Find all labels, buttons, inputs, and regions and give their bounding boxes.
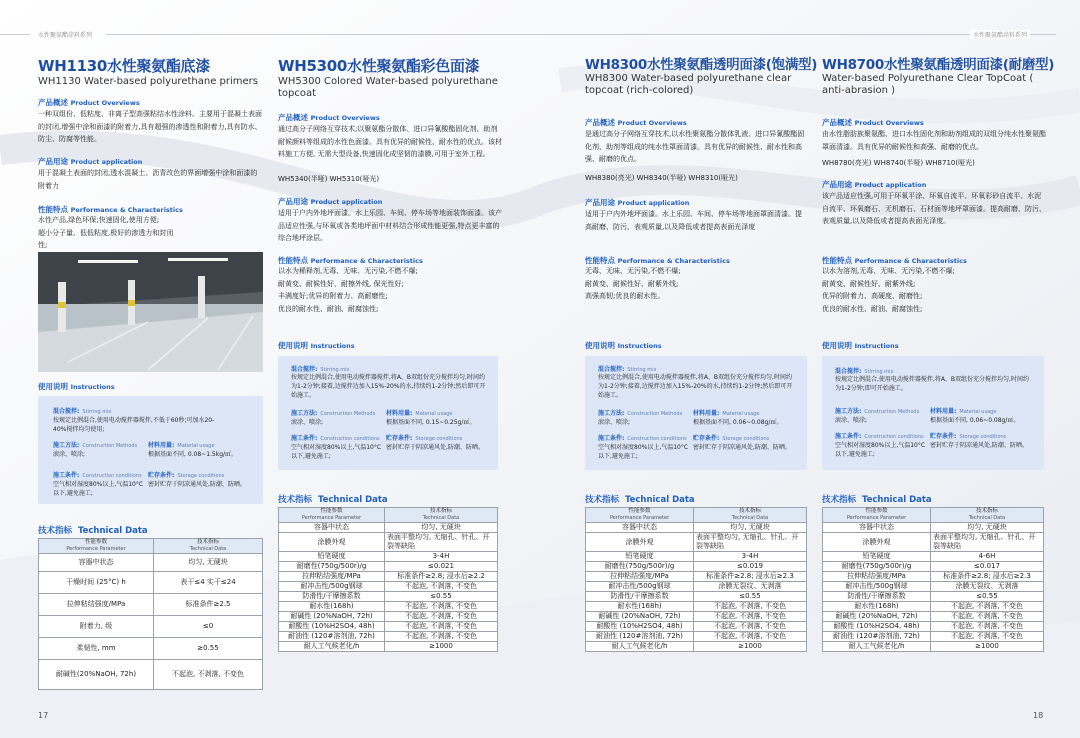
table-row: 铅笔硬度 4-6H [823, 552, 1044, 562]
table-row: 耐磨性(750g/500r)/g ≤0.019 [586, 562, 807, 572]
performance-list: 水性产品,绿色环保;快速固化,使用方便; 超小分子量、低低粘度,极好的渗透力和封闭性; [38, 216, 174, 249]
section-overview: 产品概述 Product Overviews [585, 118, 687, 127]
application-text: 用于混凝土表面的封闭,透水混凝土、沥青改色的界面增强中涂和面漆的附着力 [38, 169, 258, 190]
instructions-panel: 混合搅拌: Stirring mix 按规定比例混合,使用电动搅拌器搅拌,将A、B双组份充分搅拌均匀,时间约为1-2分钟;即可开始施工。 施工方法: Construction Methods 滚涂、喷涂; 材料用量: Material usage 根据基面不同, 0.06~0.08g/㎡。 施工条件: Construction conditions 空气相对湿度80%以上,气温10°C以下,避免施工; 贮存条件: Storage conditions 密封贮存于阴凉通风处,防潮、防晒。 [822, 356, 1044, 470]
section-application: 产品用途 Product application [278, 197, 383, 206]
table-row: 耐水性(168h) 不起泡, 不剥落, 不变色 [586, 602, 807, 612]
technical-table: 性能参数 Performance Parameter 技术指标 Technical Data 容器中状态 均匀, 无硬块 涂膜外观 表面平整均匀, 无缩孔、针孔、开裂等缺陷 铅笔硬度 3-4H 耐磨性(750g/500r)/g ≤0.021 拉伸粘结强度/MPa 标准条件≥2.8; 浸水后≥2.2 耐冲击性/500g钢球 不起泡, 不剥落, 不变色 防滑性/干摩擦系数 ≤0.55 耐水性(168h) 不起泡, 不剥落, 不变色 耐碱性 (20%NaOH, 72h) 不起泡, 不剥落, 不变色 耐酸性 (10%H2SO4, 48h) 不起泡, 不剥落, 不变色 耐油性 (120#溶剂油, 72h) 不起泡, 不剥落, 不变色 耐人工气候老化/h ≥1000 [278, 507, 498, 652]
models-text: WH8380(亮光) WH8340(半哑) WH8310(哑光) [585, 174, 738, 182]
table-row: 耐酸性 (10%H2SO4, 48h) 不起泡, 不剥落, 不变色 [586, 622, 807, 632]
table-row: 容器中状态 均匀, 无硬块 [586, 523, 807, 533]
table-row: 干燥时间 (25°C) h 表干≤4 实干≤24 [39, 572, 263, 594]
table-row: 耐酸性 (10%H2SO4, 48h) 不起泡, 不剥落, 不变色 [823, 622, 1044, 632]
product-2 [278, 55, 508, 100]
performance-list: 以水为溶剂,无毒、无味、无污染,不燃不爆; 耐黄变、耐候性好、耐紫外线; 优异的附着力、高硬度、耐磨性; 优良的耐水性、耐油、耐腐蚀性; [822, 267, 955, 313]
conditions-text: 空气相对湿度80%以上,气温10°C以下,避免施工; [835, 442, 926, 458]
conditions-text: 空气相对湿度80%以上,气温10°C以下,避免施工; [291, 444, 382, 460]
overview-text: 由水性脂肪族聚氨酯、进口水性固化剂和助剂组成的双组分纯水性聚氨酯罩面清漆。具有优异的耐候性和高强、耐磨的优点。 [822, 130, 1046, 151]
conditions-text: 空气相对湿度80%以上,气温10°C以下,避免施工; [598, 444, 689, 460]
table-row: 柔韧性, mm ≥0.55 [39, 638, 263, 660]
overview-text: 一种双组份、低粘度、非离子型高强粘结水性涂料。主要用于混凝土表面的封闭,增强中涂和面漆的附着力,具有超强的渗透性和附着力,具有防水、防尘、防腐等性能。 [38, 110, 262, 143]
table-row: 拉伸粘结强度/MPa 标准条件≥2.8; 浸水后≥2.3 [586, 572, 807, 582]
table-row: 耐碱性(20%NaOH, 72h) 不起泡, 不剥落, 不变色 [39, 660, 263, 690]
technical-table: 性能参数 Performance Parameter 技术指标 Technical Data 容器中状态 均匀, 无硬块 涂膜外观 表面平整均匀, 无缩孔、针孔、开裂等缺陷 铅笔硬度 4-6H 耐磨性(750g/500r)/g ≤0.017 拉伸粘结强度/MPa 标准条件≥2.8; 浸水后≥2.3 耐冲击性/500g钢球 涂膜无裂纹、无剥落 防滑性/干摩擦系数 ≤0.55 耐水性(168h) 不起泡, 不剥落, 不变色 耐碱性 (20%NaOH, 72h) 不起泡, 不剥落, 不变色 耐酸性 (10%H2SO4, 48h) 不起泡, 不剥落, 不变色 耐油性 (120#溶剂油, 72h) 不起泡, 不剥落, 不变色 耐人工气候老化/h ≥1000 [822, 507, 1044, 652]
table-row: 防滑性/干摩擦系数 ≤0.55 [823, 592, 1044, 602]
storage-text: 密封贮存于阴凉通风处,防潮、防晒。 [386, 444, 484, 451]
conditions-label: 施工条件: Construction conditions [53, 472, 142, 479]
method-text: 滚涂、喷涂; [291, 419, 324, 426]
table-row: 耐冲击性/500g钢球 不起泡, 不剥落, 不变色 [279, 582, 498, 592]
table-row: 涂膜外观 表面平整均匀, 无缩孔、针孔、开裂等缺陷 [823, 533, 1044, 552]
section-overview: 产品概述 Product Overviews [278, 113, 380, 122]
page-number-left: 17 [38, 711, 49, 720]
header-rule-left [0, 34, 30, 35]
mixing-text: 按规定比例混合,使用电动搅拌器搅拌,将A、B双组份充分搅拌均匀,时间约为1-2分钟;接着,边搅拌边加入15%-20%的水,持续约1-2分钟;然后即可开始施工。 [291, 374, 486, 399]
section-instructions: 使用说明 Instructions [585, 341, 662, 350]
table-row: 耐磨性(750g/500r)/g ≤0.017 [823, 562, 1044, 572]
consumption-label: 材料用量: Material usage [148, 442, 215, 449]
table-row: 耐冲击性/500g钢球 涂膜无裂纹、无剥落 [823, 582, 1044, 592]
section-instructions: 使用说明 Instructions [278, 341, 355, 350]
table-row: 耐人工气候老化/h ≥1000 [823, 642, 1044, 652]
section-overview: 产品概述 Product Overviews [38, 98, 140, 107]
product-subtitle: Water-based Polyurethane Clear TopCoat ( anti-abrasion ) [822, 73, 1034, 96]
table-row: 耐碱性 (20%NaOH, 72h) 不起泡, 不剥落, 不变色 [823, 612, 1044, 622]
section-technical: 技术指标 Technical Data [278, 495, 388, 505]
table-row: 容器中状态 均匀, 无硬块 [39, 554, 263, 572]
performance-list: 无毒、无味、无污染,不燃不爆; 耐黄变、耐候性好、耐紫外线; 高强高韧;优良的耐水性。 [585, 267, 681, 300]
models-text: WH5340(半哑) WH5310(哑光) [278, 175, 380, 183]
technical-table: 性能参数 Performance Parameter 技术指标 Technical Data 容器中状态 均匀, 无硬块 涂膜外观 表面平整均匀, 无缩孔、针孔、开裂等缺陷 铅笔硬度 3-4H 耐磨性(750g/500r)/g ≤0.019 拉伸粘结强度/MPa 标准条件≥2.8; 浸水后≥2.3 耐冲击性/500g钢球 涂膜无裂纹、无剥落 防滑性/干摩擦系数 ≤0.55 耐水性(168h) 不起泡, 不剥落, 不变色 耐碱性 (20%NaOH, 72h) 不起泡, 不剥落, 不变色 耐酸性 (10%H2SO4, 48h) 不起泡, 不剥落, 不变色 耐油性 (120#溶剂油, 72h) 不起泡, 不剥落, 不变色 耐人工气候老化/h ≥1000 [585, 507, 807, 652]
section-application: 产品用途 Product application [822, 180, 927, 189]
table-row: 耐水性(168h) 不起泡, 不剥落, 不变色 [279, 602, 498, 612]
table-row: 耐油性 (120#溶剂油, 72h) 不起泡, 不剥落, 不变色 [823, 632, 1044, 642]
storage-text: 密封贮存于阴凉通风处,防潮、防晒。 [148, 481, 246, 488]
overview-text: 通过高分子网络互穿技术;以聚氨酯分散体、进口异氰酸酯固化剂、助剂耐候颜料等组成的水性色面漆。具有优异的耐候性、耐水性的优点。该材料施工方便, 无需大型设备,快速固化成坚韧的漆膜,可用于室外工程。 [278, 125, 502, 158]
table-row: 耐碱性 (20%NaOH, 72h) 不起泡, 不剥落, 不变色 [586, 612, 807, 622]
section-overview: 产品概述 Product Overviews [822, 118, 924, 127]
section-instructions: 使用说明 Instructions [822, 341, 899, 350]
instructions-panel: 混合搅拌: Stirring mix 按规定比例混合,使用电动搅拌器搅拌,将A、B双组份充分搅拌均匀,时间约为1-2分钟;接着,边搅拌边加入15%-20%的水,持续约1-2分钟;然后即可开始施工。 施工方法: Construction Methods 滚涂、喷涂; 材料用量: Material usage 根据基面不同, 0.15~0.25g/㎡。 施工条件: Construction conditions 空气相对湿度80%以上,气温10°C以下,避免施工; 贮存条件: Storage conditions 密封贮存于阴凉通风处,防潮、防晒。 [278, 356, 498, 470]
method-text: 滚涂、喷涂; [53, 451, 86, 458]
table-row: 耐人工气候老化/h ≥1000 [279, 642, 498, 652]
product-3 [585, 53, 817, 97]
table-row: 耐冲击性/500g钢球 涂膜无裂纹、无剥落 [586, 582, 807, 592]
table-row: 耐人工气候老化/h ≥1000 [586, 642, 807, 652]
table-row: 附着力, 级 ≤0 [39, 616, 263, 638]
parking-garage-photo [38, 252, 263, 372]
section-performance: 性能特点 Performance & Characteristics [38, 205, 183, 214]
table-row: 拉伸粘结强度/MPa 标准条件≥2.8; 浸水后≥2.3 [823, 572, 1044, 582]
product-subtitle: WH1130 Water-based polyurethane primers [38, 76, 258, 87]
mixing-text: 按规定比例混合,使用电动搅拌器搅拌,不低于60秒;可加水20-40%搅拌均匀使用; [53, 417, 215, 433]
consumption-text: 根据基面不同, 0.06~0.08g/㎡。 [930, 417, 1020, 424]
table-row: 铅笔硬度 3-4H [586, 552, 807, 562]
product-4 [822, 53, 1057, 97]
application-text: 该产品适应性强,可用于环氧平涂、环氧自流平、环氧彩砂自流平、水泥自流平、环氧磨石、无机磨石、石材面等地坪罩面漆。提高耐磨、防污、表观质量,以及降低或者提高表面光泽度。 [822, 192, 1046, 225]
header-rule [106, 34, 1056, 35]
table-row: 防滑性/干摩擦系数 ≤0.55 [586, 592, 807, 602]
header-right: 水性聚氨酯涂料系列 [970, 30, 1030, 39]
table-row: 涂膜外观 表面平整均匀, 无缩孔、针孔、开裂等缺陷 [279, 533, 498, 552]
section-technical: 技术指标 Technical Data [585, 495, 695, 505]
table-row: 拉伸粘结强度/MPa 标准条件≥2.5 [39, 594, 263, 616]
section-performance: 性能特点 Performance & Characteristics [585, 256, 730, 265]
application-text: 适用于户内外地坪面漆。水上乐园、车间、停车场等地面罩面清漆。提高耐磨、防污、表观质量,以及降低或者提高表面光泽度 [585, 210, 802, 231]
method-text: 滚涂、喷涂; [835, 417, 868, 424]
table-row: 涂膜外观 表面平整均匀, 无缩孔、针孔、开裂等缺陷 [586, 533, 807, 552]
product-subtitle: WH5300 Colored Water-based polyurethane topcoat [278, 76, 498, 99]
instructions-panel: 混合搅拌: Stirring mix 按规定比例混合,使用电动搅拌器搅拌,将A、B双组份充分搅拌均匀,时间约为1-2分钟;接着,边搅拌边加入15%-20%的水,持续约1-2分钟;然后即可开始施工。 施工方法: Construction Methods 滚涂、喷涂; 材料用量: Material usage 根据基面不同, 0.06~0.08g/㎡。 施工条件: Construction conditions 空气相对湿度80%以上,气温10°C以下,避免施工; 贮存条件: Storage conditions 密封贮存于阴凉通风处,防潮、防晒。 [585, 356, 807, 470]
instructions-panel [38, 396, 263, 504]
product-title: WH1130水性聚氨酯底漆 [38, 57, 210, 75]
performance-list: 以水为稀释剂,无毒、无味、无污染,不燃不爆; 耐黄变、耐候性好、耐擦外线, 保光性好; 丰满度好;优异的附着力、高耐磨性; 优良的耐水性、耐油、耐腐蚀性; [278, 267, 418, 313]
table-row: 耐酸性 (10%H2SO4, 48h) 不起泡, 不剥落, 不变色 [279, 622, 498, 632]
table-row: 铅笔硬度 3-4H [279, 552, 498, 562]
conditions-text: 空气相对湿度80%以上,气温10°C以下,避免施工; [53, 481, 144, 497]
consumption-text: 根据基面不同, 0.06~0.08g/㎡。 [693, 419, 783, 426]
product-title: WH8300水性聚氨酯透明面漆(饱满型) [585, 57, 818, 73]
table-row: 耐水性(168h) 不起泡, 不剥落, 不变色 [823, 602, 1044, 612]
product-1 [38, 55, 263, 88]
section-instructions: 使用说明 Instructions [38, 382, 115, 391]
table-row: 拉伸粘结强度/MPa 标准条件≥2.8; 浸水后≥2.2 [279, 572, 498, 582]
application-text: 适用于户内外地坪面漆。水上乐园、车间、停车场等地面装饰面漆。该产品适应性强,与环氧或各类地坪面中材料结合形成性能更强,特点更丰富的综合地坪涂层。 [278, 209, 502, 242]
table-row: 耐碱性 (20%NaOH, 72h) 不起泡, 不剥落, 不变色 [279, 612, 498, 622]
section-application: 产品用途 Product application [585, 198, 690, 207]
storage-label: 贮存条件: Storage conditions [148, 472, 225, 479]
table-row: 耐油性 (120#溶剂油, 72h) 不起泡, 不剥落, 不变色 [586, 632, 807, 642]
product-title: WH5300水性聚氨酯彩色面漆 [278, 57, 480, 75]
mixing-text: 按规定比例混合,使用电动搅拌器搅拌,将A、B双组份充分搅拌均匀,时间约为1-2分钟;即可开始施工。 [835, 376, 1029, 392]
method-text: 滚涂、喷涂; [598, 419, 631, 426]
consumption-text: 根据基面不同, 0.15~0.25g/㎡。 [386, 419, 476, 426]
section-performance: 性能特点 Performance & Characteristics [278, 256, 423, 265]
table-row: 防滑性/干摩擦系数 ≤0.55 [279, 592, 498, 602]
overview-text: 是通过高分子网络互穿技术,以水性聚氨酯分散体乳液、进口异氰酸酯固化剂、助剂等组成的纯水性罩面清漆。具有优异的耐候性、耐水性和高强、耐磨的优点。 [585, 130, 805, 163]
technical-table: 性能参数 Performance Parameter 技术指标 Technical Data 容器中状态 均匀, 无硬块 干燥时间 (25°C) h 表干≤4 实干≤24 拉伸粘结强度/MPa 标准条件≥2.5 附着力, 级 ≤0 柔韧性, mm ≥0.55 耐碱性(20%NaOH, 72h) 不起泡, 不剥落, 不变色 [38, 538, 263, 690]
section-application: 产品用途 Product application [38, 157, 143, 166]
page-number-right: 18 [1033, 711, 1044, 720]
method-label: 施工方法: Construction Methods [53, 442, 138, 449]
consumption-text: 根据基面不同, 0.08~1.5kg/㎡。 [148, 451, 238, 458]
section-technical: 技术指标 Technical Data [38, 526, 148, 536]
table-row: 耐油性 (120#溶剂油, 72h) 不起泡, 不剥落, 不变色 [279, 632, 498, 642]
table-row: 容器中状态 均匀, 无硬块 [823, 523, 1044, 533]
table-row: 容器中状态 均匀, 无硬块 [279, 523, 498, 533]
section-technical: 技术指标 Technical Data [822, 495, 932, 505]
models-text: WH8780(亮光) WH8740(半哑) WH8710(哑光) [822, 159, 975, 167]
product-title: WH8700水性聚氨酯透明面漆(耐磨型) [822, 57, 1055, 73]
product-subtitle: WH8300 Water-based polyurethane clear topcoat (rich-colored) [585, 73, 792, 96]
section-performance: 性能特点 Performance & Characteristics [822, 256, 967, 265]
header-left: 水性聚氨酯涂料系列 [38, 32, 93, 39]
mixing-label: 混合搅拌: Stirring mix [53, 408, 112, 415]
storage-text: 密封贮存于阴凉通风处,防潮、防晒。 [930, 442, 1028, 449]
mixing-text: 按规定比例混合,使用电动搅拌器搅拌,将A、B双组份充分搅拌均匀,时间约为1-2分钟;接着,边搅拌边加入15%-20%的水,持续约1-2分钟;然后即可开始施工。 [598, 374, 793, 399]
storage-text: 密封贮存于阴凉通风处,防潮、防晒。 [693, 444, 791, 451]
table-row: 耐磨性(750g/500r)/g ≤0.021 [279, 562, 498, 572]
